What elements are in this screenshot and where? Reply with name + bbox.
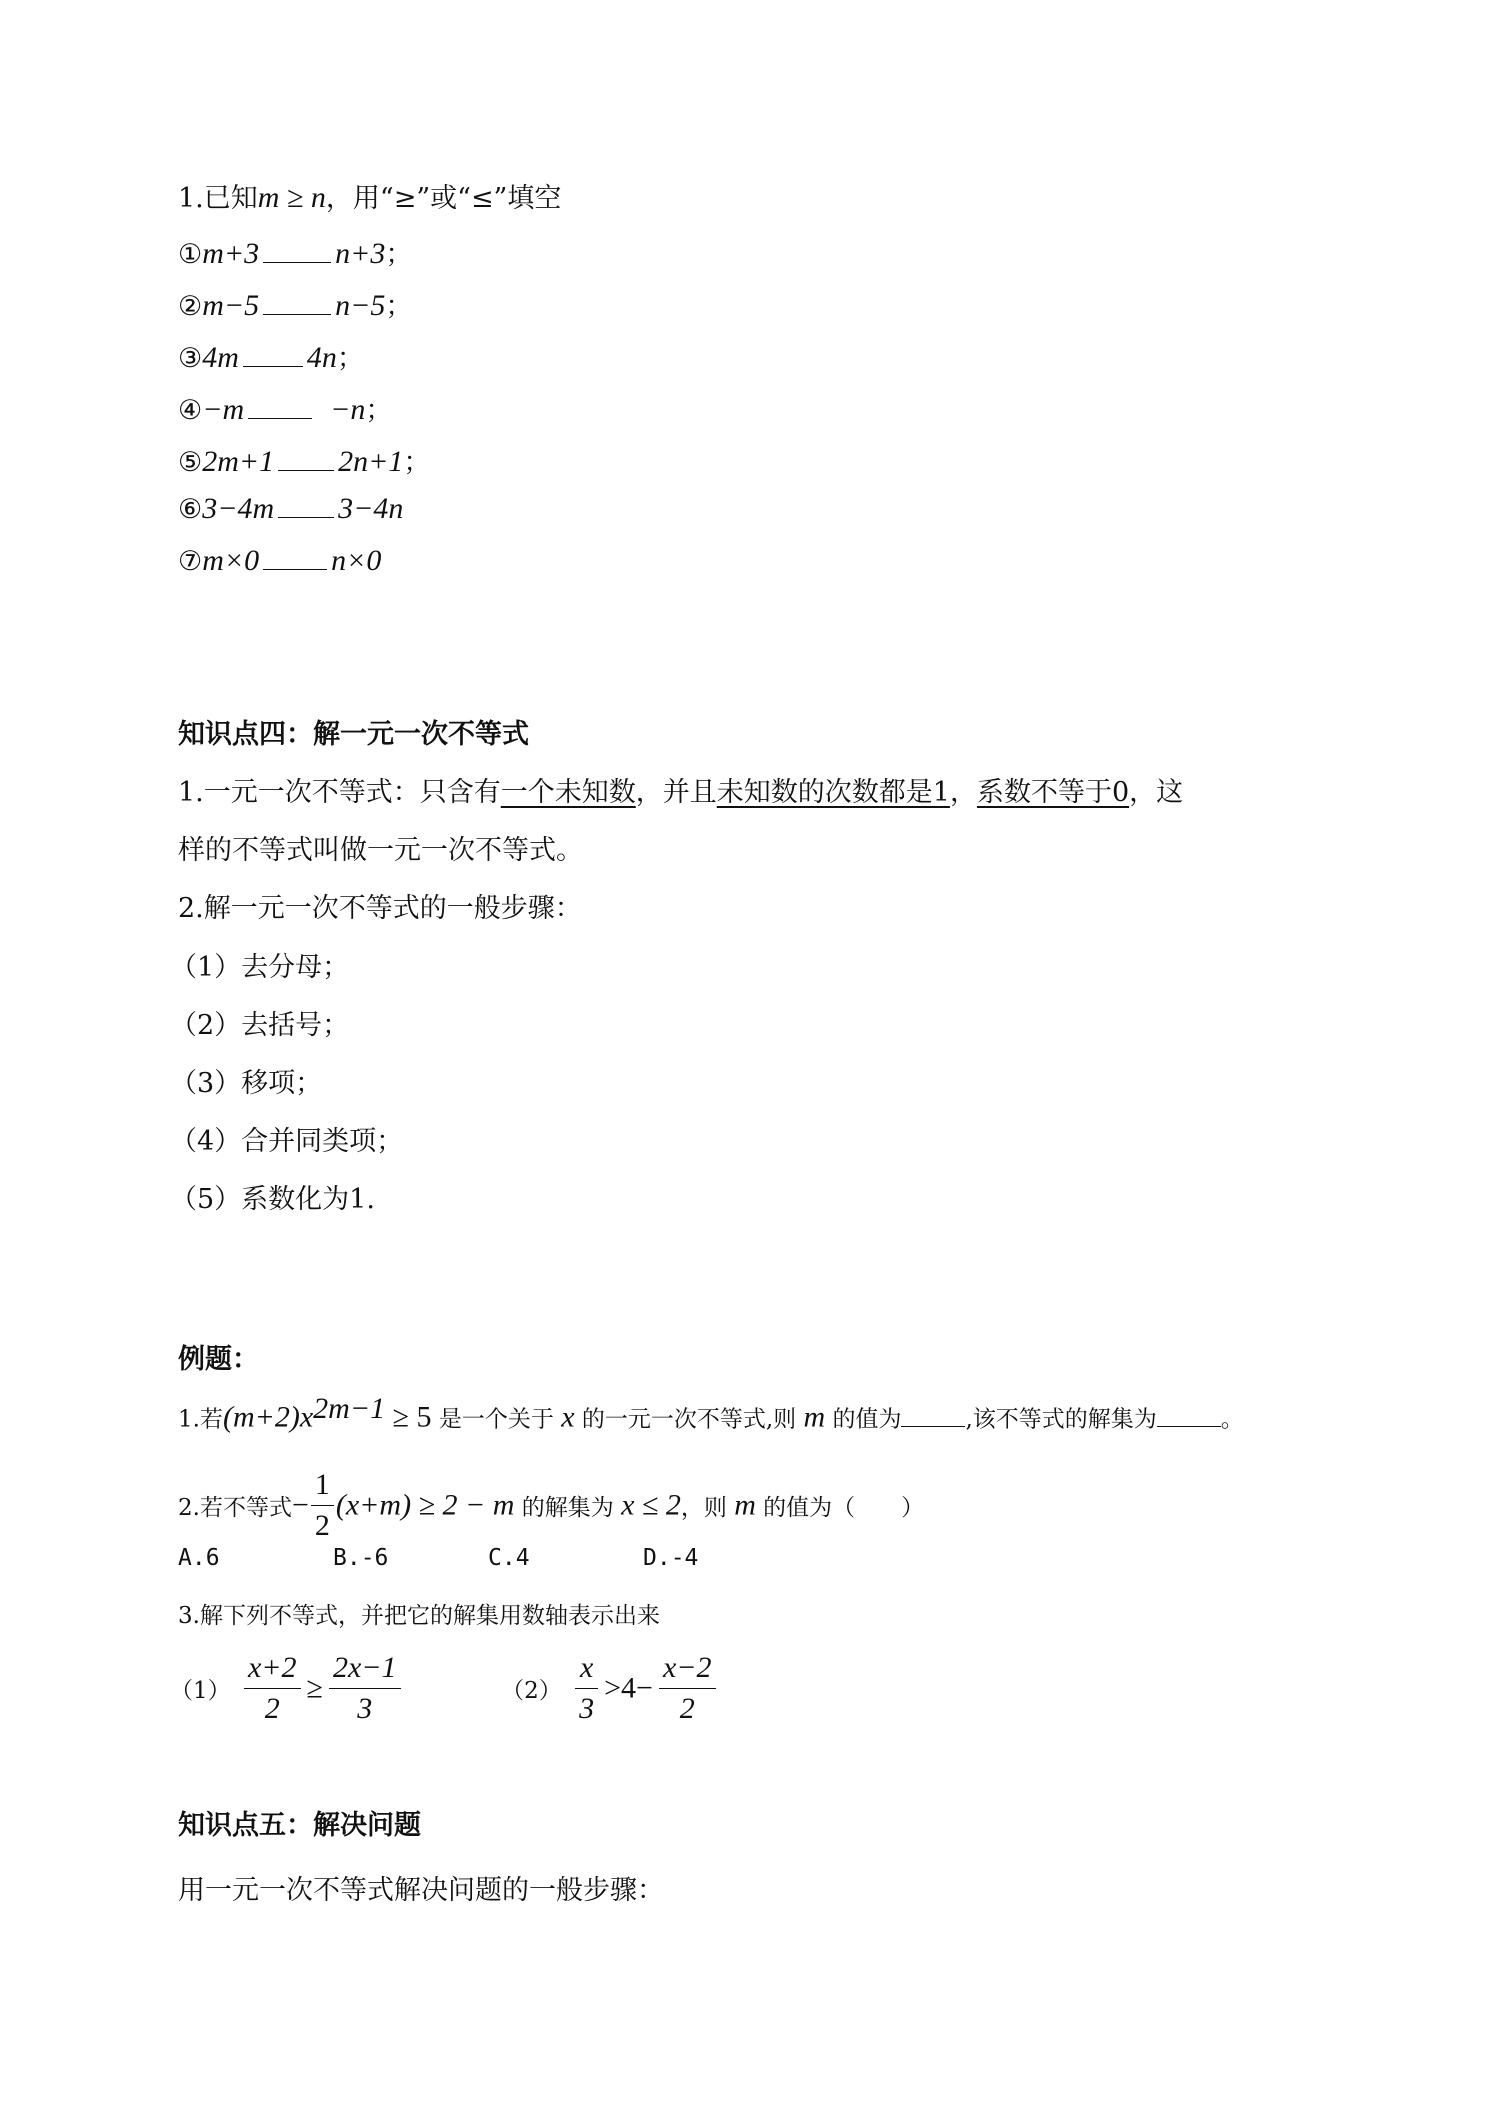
item-right: n+3 (335, 237, 386, 270)
ex1-text: ,该不等式的解集为 (965, 1406, 1157, 1433)
item-right: 3−4n (338, 492, 404, 525)
item-number: ① (178, 239, 203, 270)
def-text: ，这 (1129, 777, 1184, 808)
p1-operator: ≥ (306, 1671, 323, 1705)
def-underlined: 未知数的次数都是1 (716, 777, 950, 808)
def-text: 1.一元一次不等式：只含有 (178, 777, 501, 808)
section-heading-kp4: 知识点四：解一元一次不等式 (178, 719, 529, 750)
item-end: ； (385, 239, 413, 270)
item-left: 4m (202, 341, 239, 374)
fraction-denominator: 2 (264, 1692, 280, 1725)
q1-item (178, 388, 392, 427)
def-text: ，并且 (635, 777, 717, 808)
ex1-exponent: 2m−1 (313, 1392, 386, 1425)
problem-2-label: （2） (501, 1678, 562, 1704)
ex1-text: 的值为 (832, 1406, 902, 1433)
ex2-var-m: m (734, 1488, 756, 1522)
item-end: ； (336, 343, 364, 374)
fraction-numerator: x+2 (244, 1648, 301, 1689)
item-right: −n (330, 393, 366, 426)
fraction-numerator: x (575, 1648, 598, 1689)
kp4-definition-cont: 样的不等式叫做一元一次不等式。 (178, 835, 583, 866)
step-item: （1）去分母； (170, 952, 350, 983)
q1-item (178, 284, 412, 323)
example-1 (178, 1392, 1244, 1435)
p2-fraction-left (575, 1648, 598, 1729)
q1-suffix: ，用“≥”或“≤”填空 (325, 183, 562, 214)
item-right: n−5 (335, 289, 386, 322)
ex1-text: 的一元一次不等式,则 (581, 1406, 797, 1433)
q1-condition: m ≥ n (257, 181, 326, 214)
option-a[interactable]: A.6 (178, 1545, 220, 1571)
item-left: 2m+1 (202, 445, 275, 478)
def-underlined: 一个未知数 (500, 777, 636, 808)
kp5-text: 用一元一次不等式解决问题的一般步骤： (178, 1875, 664, 1906)
p1-fraction-left (244, 1648, 301, 1729)
answer-blank[interactable] (263, 313, 331, 315)
ex1-text: 。 (1220, 1406, 1244, 1433)
fraction-denominator: 2 (314, 1509, 330, 1542)
q1-prefix: 1.已知 (178, 183, 258, 214)
p2-fraction-right (659, 1648, 716, 1729)
ex1-text: 1.若 (178, 1406, 223, 1433)
answer-blank[interactable] (263, 568, 327, 570)
step-item: （3）移项； (170, 1068, 323, 1099)
item-right: n×0 (331, 544, 382, 577)
ex1-inequality: ≥ 5 (385, 1400, 432, 1434)
ex1-var-x: x (561, 1400, 575, 1434)
item-left: m×0 (202, 544, 260, 577)
p1-fraction-right (329, 1648, 401, 1729)
item-end: ； (403, 447, 431, 478)
answer-blank[interactable] (263, 261, 331, 263)
fraction-numerator: x−2 (659, 1648, 716, 1689)
q1-prompt (178, 176, 561, 215)
examples-heading: 例题： (178, 1344, 259, 1375)
def-underlined: 系数不等于0 (976, 777, 1130, 808)
item-right: 4n (306, 341, 337, 374)
answer-blank[interactable] (243, 365, 303, 367)
ex1-text: 是一个关于 (438, 1406, 554, 1433)
def-text: ， (949, 777, 977, 808)
kp4-definition (178, 770, 1183, 809)
ex2-text: ，则 (680, 1495, 727, 1521)
option-c[interactable]: C.4 (488, 1545, 530, 1571)
p2-operator: >4− (604, 1671, 653, 1705)
answer-blank[interactable] (278, 469, 334, 471)
item-number: ② (178, 291, 203, 322)
section-heading-kp5: 知识点五：解决问题 (178, 1810, 421, 1841)
ex2-solution: x ≤ 2 (621, 1488, 681, 1522)
ex2-fraction (311, 1465, 334, 1546)
step-item: （2）去括号； (170, 1010, 350, 1041)
fraction-denominator: 3 (357, 1692, 373, 1725)
ex1-expression: (m+2)x (222, 1400, 314, 1434)
example-2 (178, 1465, 924, 1546)
item-right: 2n+1 (338, 445, 404, 478)
example-2-options (178, 1545, 798, 1571)
q1-item (178, 492, 403, 526)
fraction-numerator: 1 (311, 1465, 334, 1506)
answer-blank[interactable] (278, 516, 334, 518)
item-number: ⑦ (178, 546, 203, 577)
example-3-problems (170, 1648, 722, 1729)
q1-item (178, 440, 430, 479)
ex2-expression: (x+m) ≥ 2 − m (335, 1488, 515, 1522)
ex2-text: 的解集为 (521, 1495, 614, 1521)
item-number: ④ (178, 395, 203, 426)
ex2-minus: − (291, 1488, 309, 1522)
item-end: ； (365, 395, 393, 426)
item-number: ⑤ (178, 447, 203, 478)
q1-item (178, 544, 381, 578)
answer-blank[interactable] (1157, 1425, 1221, 1427)
example-3-title: 3.解下列不等式，并把它的解集用数轴表示出来 (178, 1603, 660, 1629)
fraction-denominator: 2 (679, 1692, 695, 1725)
item-left: 3−4m (202, 492, 275, 525)
ex2-text: 的值为（ ） (763, 1495, 925, 1521)
answer-blank[interactable] (248, 417, 312, 419)
item-left: m+3 (202, 237, 260, 270)
step-item: （5）系数化为1. (170, 1184, 375, 1215)
item-number: ⑥ (178, 494, 203, 525)
answer-blank[interactable] (901, 1425, 965, 1427)
q1-item (178, 336, 364, 375)
option-b[interactable]: B.-6 (333, 1545, 389, 1571)
ex2-text: 2.若不等式 (178, 1495, 292, 1521)
item-left: −m (202, 393, 245, 426)
q1-item (178, 232, 412, 271)
item-left: m−5 (202, 289, 260, 322)
step-item: （4）合并同类项； (170, 1126, 404, 1157)
kp4-steps-title: 2.解一元一次不等式的一般步骤： (178, 893, 582, 924)
option-d[interactable]: D.-4 (643, 1545, 699, 1571)
item-number: ③ (178, 343, 203, 374)
ex1-var-m: m (803, 1400, 826, 1434)
fraction-numerator: 2x−1 (329, 1648, 401, 1689)
item-end: ； (385, 291, 413, 322)
problem-1-label: （1） (170, 1678, 231, 1704)
fraction-denominator: 3 (579, 1692, 595, 1725)
